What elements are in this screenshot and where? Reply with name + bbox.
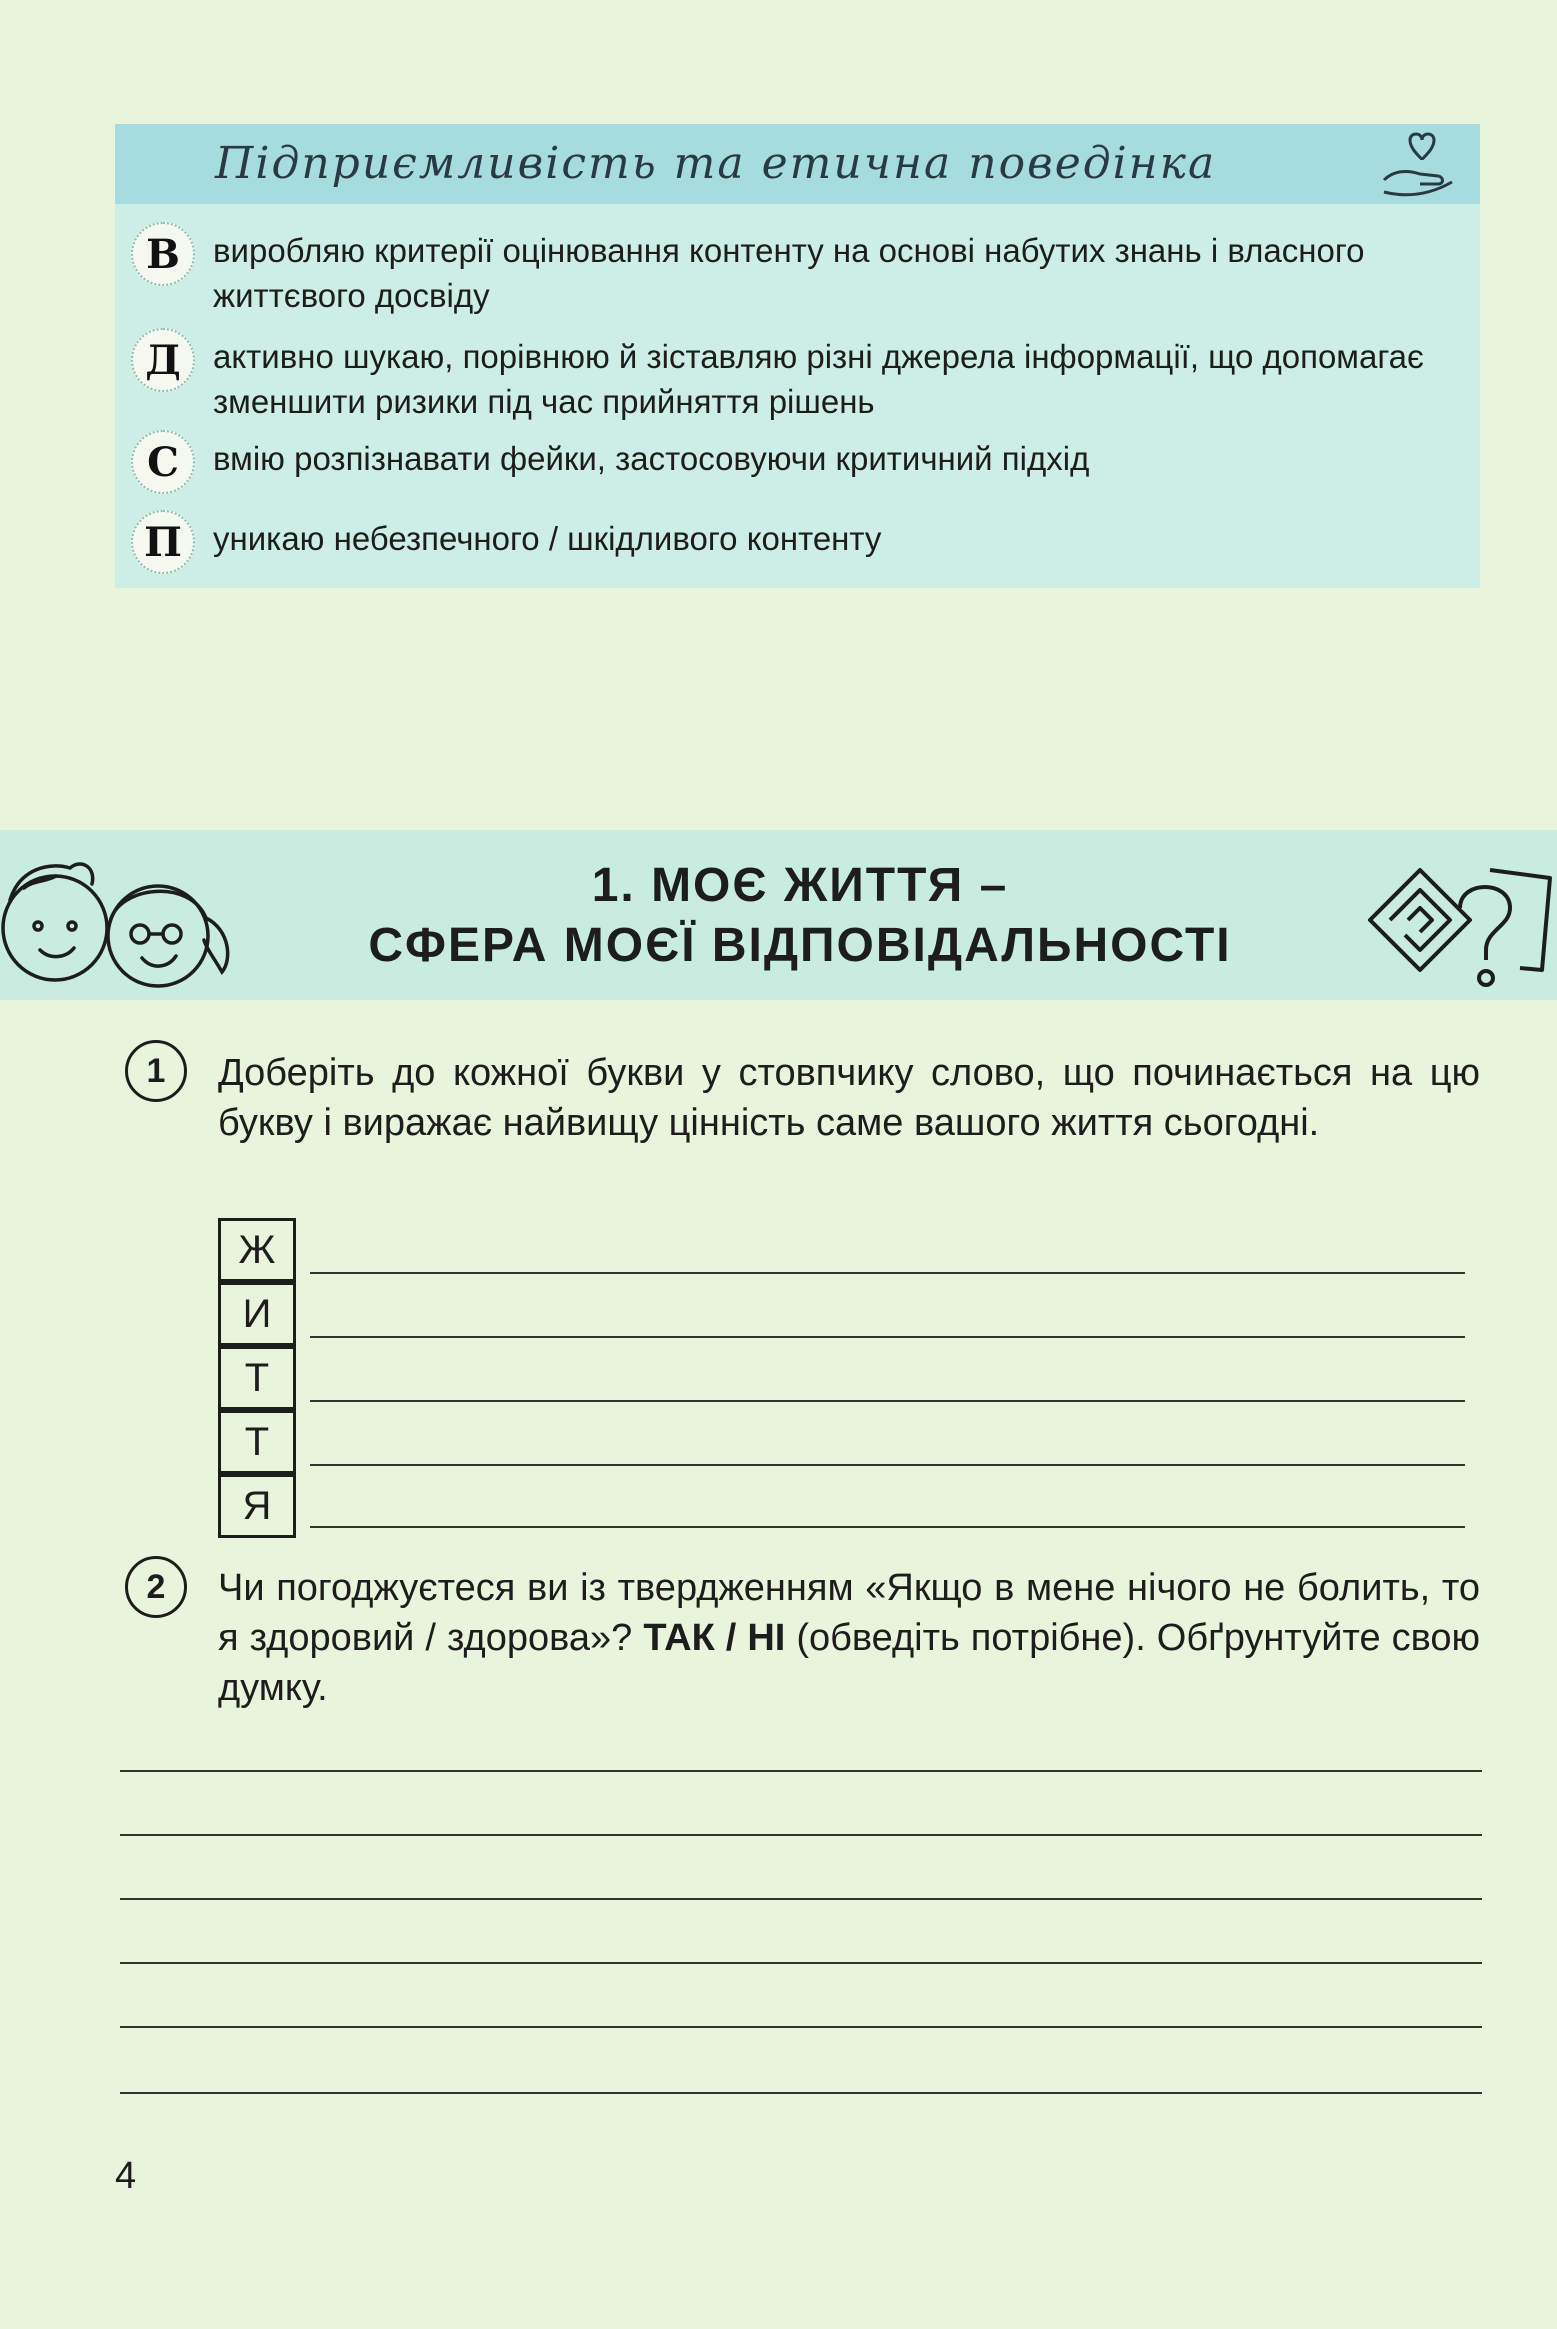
task-number-badge: 1 [125, 1040, 187, 1102]
answer-line[interactable] [120, 1834, 1482, 1836]
maze-question-icon [1360, 850, 1557, 995]
competency-letter-badge: С [131, 430, 195, 494]
competency-letter-badge: П [131, 510, 195, 574]
section-banner [0, 830, 1557, 1000]
answer-line[interactable] [120, 1770, 1482, 1772]
letter-cell: Я [218, 1474, 296, 1538]
competency-item-text: виробляю критерії оцінювання контенту на основі набутих знань і власного життєвого досвіду [213, 232, 1365, 314]
answer-line[interactable] [310, 1336, 1465, 1338]
section-title-line2: СФЕРА МОЄЇ ВІДПОВІДАЛЬНОСТІ [368, 919, 1232, 972]
answer-line[interactable] [310, 1400, 1465, 1402]
competency-header [115, 124, 1480, 204]
letter-cell: Т [218, 1346, 296, 1410]
task2-text [218, 1563, 1480, 1713]
page-number: 4 [115, 2155, 137, 2197]
letter-cell: Ж [218, 1218, 296, 1282]
task2-yes-no-choice: ТАК / НІ [643, 1617, 786, 1659]
task2-text-after: (обведіть потрібне). Обґрунтуйте свою думку. [218, 1617, 1480, 1709]
answer-line[interactable] [120, 1898, 1482, 1900]
answer-line[interactable] [310, 1526, 1465, 1528]
competency-letter-badge: Д [131, 328, 195, 392]
competency-item-text: активно шукаю, порівнюю й зіставляю різні джерела інформації, що допомагає зменшити ризики під час прийняття рішень [213, 338, 1424, 420]
competency-box [115, 124, 1480, 588]
hand-heart-icon [1380, 130, 1458, 202]
competency-item-text: уникаю небезпечного / шкідливого контенту [213, 520, 882, 557]
letter-cell: И [218, 1282, 296, 1346]
task1-text: Доберіть до кожної букви у стовпчику слово, що починається на цю букву і виражає найвищу цінність саме вашого життя сьогодні. [218, 1052, 1480, 1144]
answer-line[interactable] [310, 1464, 1465, 1466]
competency-title: Підприємливість та етична поведінка [215, 138, 1217, 189]
task2-text-before: Чи погоджуєтеся ви із твердженням «Якщо в мене нічого не болить, то я здоровий / здорова»? [218, 1567, 1480, 1659]
answer-line[interactable] [120, 2092, 1482, 2094]
answer-line[interactable] [120, 2026, 1482, 2028]
answer-line[interactable] [120, 1962, 1482, 1964]
answer-line[interactable] [310, 1272, 1465, 1274]
letter-cell: Т [218, 1410, 296, 1474]
competency-item-text: вмію розпізнавати фейки, застосовуючи критичний підхід [213, 440, 1090, 477]
section-title-line1: 1. МОЄ ЖИТТЯ – [591, 859, 1009, 912]
kids-faces-icon [0, 848, 240, 998]
task-number-badge: 2 [125, 1556, 187, 1618]
competency-letter-badge: В [131, 222, 195, 286]
